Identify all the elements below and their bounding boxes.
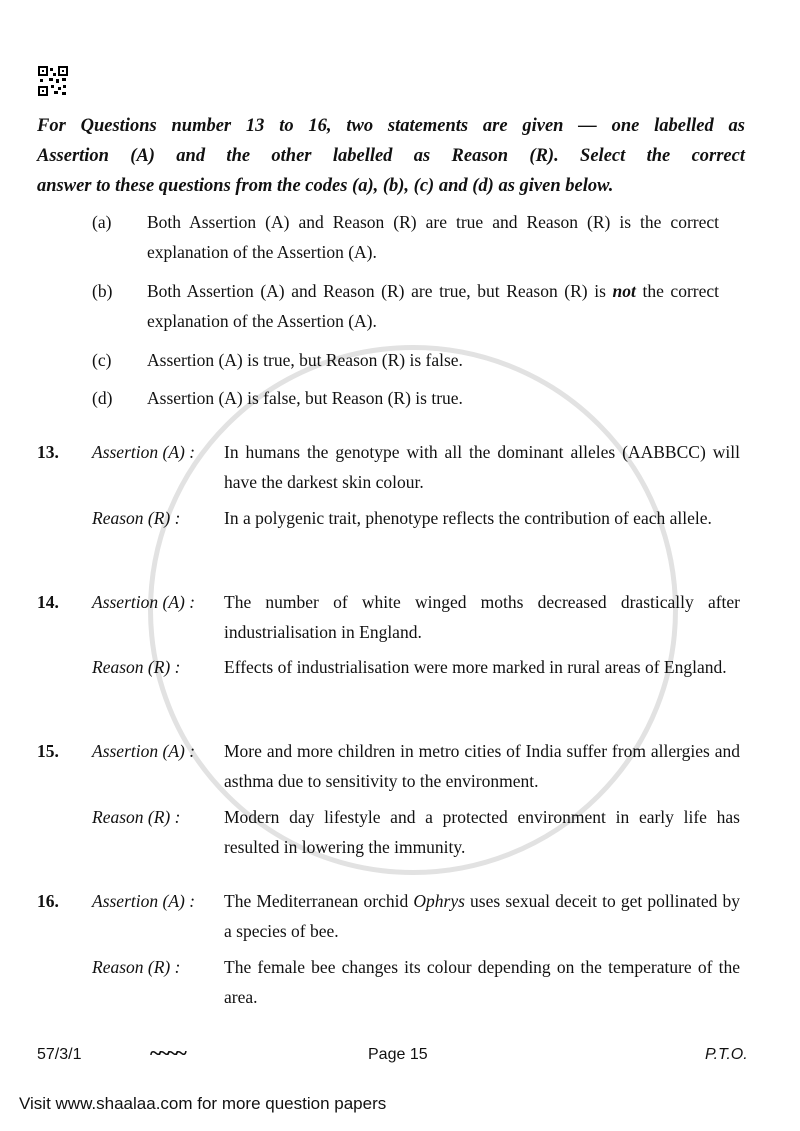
option-text-part: Both Assertion (A) and Reason (R) are true, but Reason (R) is — [147, 281, 613, 301]
instructions-line: Assertion (A) and the other labelled as Reason (R). Select the correct — [37, 146, 745, 166]
option-text-part: the correct explanation of the Assertion (A). — [147, 281, 719, 331]
option-label: (d) — [92, 388, 113, 408]
instructions-line: For Questions number 13 to 16, two statements are given — one labelled as — [37, 116, 745, 136]
reason-label: Reason (R) : — [92, 657, 181, 677]
question-number: 16. — [37, 891, 59, 911]
option-label: (b) — [92, 281, 113, 301]
reason-text: The female bee changes its colour depending on the temperature of the area. — [224, 957, 740, 1007]
visit-link[interactable]: Visit www.shaalaa.com for more question papers — [19, 1094, 387, 1113]
footer-ornament: ~~~~ — [150, 1040, 184, 1065]
assertion-text — [224, 886, 740, 946]
paper-code: 57/3/1 — [37, 1046, 82, 1063]
assertion-text: More and more children in metro cities of India suffer from allergies and asthma due to sensitivity to the environment. — [224, 741, 740, 791]
reason-label: Reason (R) : — [92, 807, 181, 827]
instructions-line: answer to these questions from the codes (a), (b), (c) and (d) as given below. — [37, 176, 614, 196]
qr-code-icon — [38, 66, 68, 96]
option-text: Assertion (A) is true, but Reason (R) is false. — [147, 350, 463, 370]
pto-label: P.T.O. — [705, 1046, 748, 1063]
instructions — [37, 111, 745, 201]
reason-text: Effects of industrialisation were more marked in rural areas of England. — [224, 657, 727, 677]
assertion-text-part: uses sexual deceit to get pollinated by a species of bee. — [224, 891, 740, 941]
assertion-label: Assertion (A) : — [92, 442, 196, 462]
option-label: (a) — [92, 212, 112, 232]
species-name: Ophrys — [413, 891, 465, 911]
option-text: Assertion (A) is false, but Reason (R) is true. — [147, 388, 463, 408]
option-label: (c) — [92, 350, 112, 370]
reason-label: Reason (R) : — [92, 957, 181, 977]
question-number: 15. — [37, 741, 59, 761]
reason-text: Modern day lifestyle and a protected environment in early life has resulted in lowering the immunity. — [224, 807, 740, 857]
reason-label: Reason (R) : — [92, 508, 181, 528]
page-number: Page 15 — [368, 1046, 428, 1063]
option-emphasis: not — [612, 281, 636, 301]
reason-text: In a polygenic trait, phenotype reflects the contribution of each allele. — [224, 508, 712, 528]
question-number: 13. — [37, 442, 59, 462]
question-number: 14. — [37, 592, 59, 612]
option-text — [147, 276, 719, 336]
assertion-label: Assertion (A) : — [92, 891, 196, 911]
assertion-text-part: The Mediterranean orchid — [224, 891, 414, 911]
assertion-text: In humans the genotype with all the dominant alleles (AABBCC) will have the darkest skin colour. — [224, 442, 740, 492]
option-text: Both Assertion (A) and Reason (R) are true and Reason (R) is the correct explanation of the Assertion (A). — [147, 212, 719, 262]
assertion-label: Assertion (A) : — [92, 741, 196, 761]
assertion-text: The number of white winged moths decreased drastically after industrialisation in England. — [224, 592, 740, 642]
assertion-label: Assertion (A) : — [92, 592, 196, 612]
